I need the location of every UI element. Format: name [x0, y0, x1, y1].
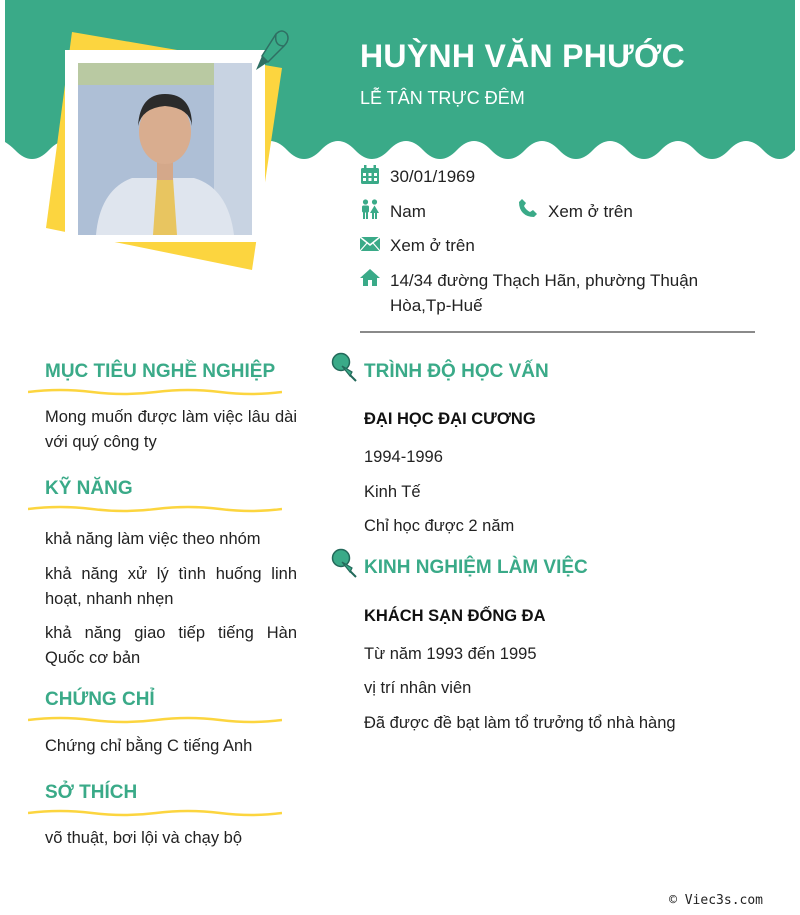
phone-icon [518, 198, 538, 218]
certificate-item: Chứng chỉ bằng C tiếng Anh [45, 737, 253, 755]
skill-item: khả năng xử lý tình huống linh hoạt, nhanh nhẹn [45, 565, 297, 608]
gender: Nam [390, 202, 426, 221]
section-title-experience: KINH NGHIỆM LÀM VIỆC [364, 557, 588, 578]
email-icon [360, 234, 380, 254]
birthdate: 30/01/1969 [390, 167, 476, 186]
experience-position: vị trí nhân viên [364, 679, 472, 697]
wavy-underline [28, 386, 282, 398]
education-note: Chỉ học được 2 năm [364, 517, 515, 535]
section-title-hobbies: SỞ THÍCH [45, 782, 138, 803]
section-title-certificates: CHỨNG CHỈ [45, 689, 155, 710]
address: 14/34 đường Thạch Hãn, phường Thuận Hòa,Tp-Huế [390, 271, 699, 315]
hobbies-text: võ thuật, bơi lội và chạy bộ [45, 829, 243, 847]
wavy-underline [28, 807, 282, 819]
section-title-objective: MỤC TIÊU NGHỀ NGHIỆP [45, 361, 276, 382]
education-major: Kinh Tế [364, 483, 421, 501]
wavy-underline [28, 503, 282, 515]
gender-icon [360, 199, 380, 219]
section-title-skills: KỸ NĂNG [45, 478, 133, 499]
objective-text: Mong muốn được làm việc lâu dài với quý công ty [45, 408, 297, 451]
experience-note: Đã được đề bạt làm tổ trưởng tổ nhà hàng [364, 714, 676, 732]
email: Xem ở trên [390, 236, 475, 255]
experience-period: Từ năm 1993 đến 1995 [364, 645, 537, 663]
divider [360, 331, 755, 333]
education-period: 1994-1996 [364, 448, 443, 466]
job-title: LỄ TÂN TRỰC ĐÊM [360, 88, 525, 108]
pushpin-icon [330, 548, 358, 578]
candidate-name: HUỲNH VĂN PHƯỚC [360, 38, 686, 74]
skill-item: khả năng giao tiếp tiếng Hàn Quốc cơ bản [45, 624, 297, 667]
wavy-underline [28, 714, 282, 726]
home-icon [360, 268, 380, 288]
skill-item: khả năng làm việc theo nhóm [45, 530, 261, 548]
education-school: ĐẠI HỌC ĐẠI CƯƠNG [364, 410, 536, 428]
pen-icon [252, 26, 290, 72]
experience-company: KHÁCH SẠN ĐỐNG ĐA [364, 607, 546, 625]
pushpin-icon [330, 352, 358, 382]
section-title-education: TRÌNH ĐỘ HỌC VẤN [364, 361, 549, 382]
profile-photo [44, 28, 284, 273]
calendar-icon [360, 165, 380, 185]
copyright: © Viec3s.com [669, 893, 763, 908]
phone: Xem ở trên [548, 202, 633, 221]
